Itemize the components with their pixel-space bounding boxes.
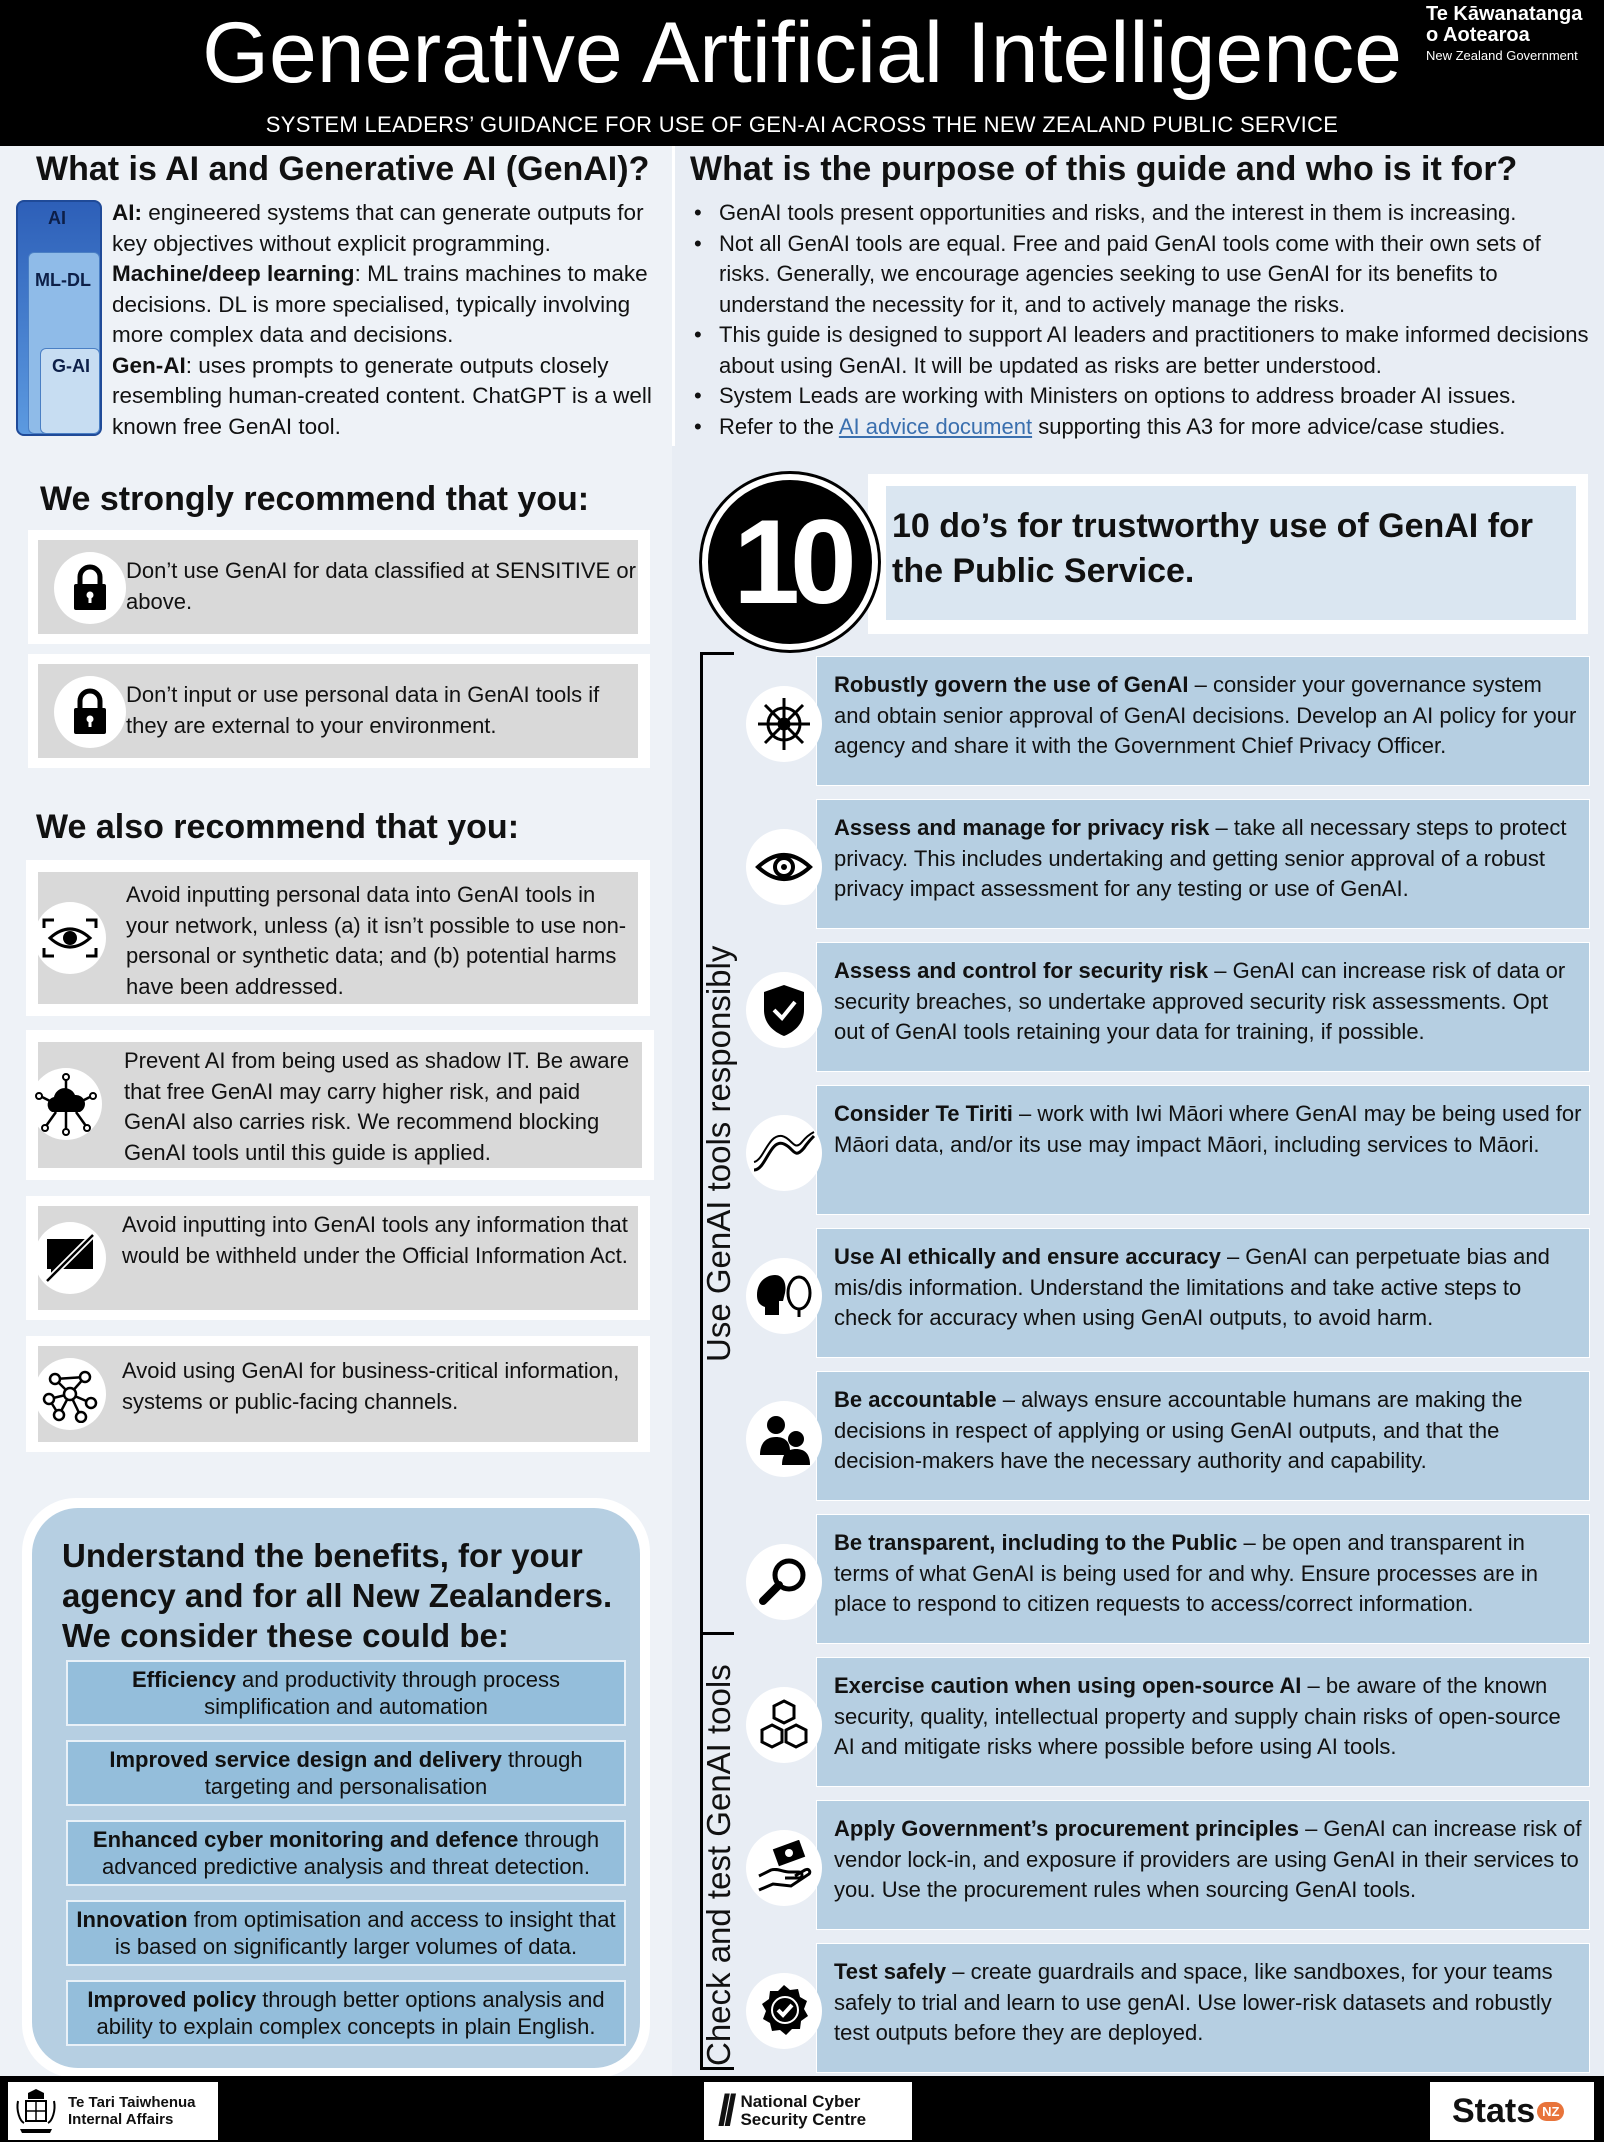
benefit-item: Enhanced cyber monitoring and defence through advanced predictive analysis and threat detection. <box>66 1820 626 1886</box>
strong-rec-text: Don’t input or use personal data in GenAI tools if they are external to your environment. <box>126 682 600 738</box>
ml-definition: Machine/deep learning: ML trains machines to make decisions. DL is more specialised, typically involving more complex data and decisions. <box>112 261 648 347</box>
stats-nz-logo <box>1430 2082 1594 2140</box>
purpose-heading: What is the purpose of this guide and who is it for? <box>690 150 1518 188</box>
do-item-text: Apply Government’s procurement principles – GenAI can increase risk of vendor lock-in, and exposure if providers are using GenAI in their services to you. Use the procurement rules when sourcing GenAI tools. <box>834 1816 1582 1902</box>
ship-wheel-icon <box>746 686 822 762</box>
do-item-text: Be accountable – always ensure accountable humans are making the decisions in respect of applying or using GenAI outputs, and that the decision-makers have the necessary authority and capability. <box>834 1387 1523 1473</box>
network-nodes-icon <box>34 1358 106 1430</box>
genai-definition: Gen-AI: uses prompts to generate outputs closely resembling human-created content. ChatGPT is a well known free GenAI tool. <box>112 352 652 439</box>
also-rec-card <box>26 1196 650 1320</box>
do-item-text: Consider Te Tiriti – work with Iwi Māori where GenAI may be being used for Māori data, and/or its use may impact Māori, including services to Māori. <box>834 1101 1582 1157</box>
page-footer <box>0 2076 1604 2142</box>
ncsc-slash-icon: // <box>718 2086 731 2135</box>
benefit-item: Improved policy through better options analysis and ability to explain complex concepts in plain English. <box>66 1980 626 2046</box>
ai-label: AI <box>48 208 66 228</box>
nz-badge: NZ <box>1537 2102 1564 2121</box>
eye-scan-icon <box>34 902 106 974</box>
purpose-bullet: • System Leads are working with Ministers on options to address broader AI issues. <box>692 381 1590 412</box>
badge-check-icon <box>746 1973 822 2049</box>
also-rec-text: Avoid inputting personal data into GenAI tools in your network, unless (a) it isn’t possible to use non-personal or synthetic data; and (b) potential harms have been addressed. <box>126 882 627 999</box>
ncsc-logo <box>704 2082 912 2140</box>
side-label-check-test: Check and test GenAI tools <box>700 1664 737 2066</box>
do-item-text: Assess and manage for privacy risk – take all necessary steps to protect privacy. This includes undertaking and getting senior approval of a robust privacy impact assessment for any testing or use of GenAI. <box>834 815 1567 901</box>
govt-logo-english: New Zealand Government <box>1426 48 1578 63</box>
do-item-text: Use AI ethically and ensure accuracy – GenAI can perpetuate bias and mis/dis information. Understand the limitations and take active steps to check for accuracy when using GenAI outputs, to avoid harm. <box>834 1244 1550 1330</box>
column-divider <box>672 146 675 446</box>
g-ai-label: G-AI <box>52 356 90 376</box>
do-item-text: Be transparent, including to the Public – be open and transparent in terms of what GenAI is being used for and why. Ensure processes are in place to respond to citizen requests to access/correct information. <box>834 1530 1538 1616</box>
shield-check-icon <box>746 972 822 1048</box>
page-subtitle: SYSTEM LEADERS’ GUIDANCE FOR USE OF GEN-AI ACROSS THE NEW ZEALAND PUBLIC SERVICE <box>265 112 1339 137</box>
benefits-panel <box>22 1498 650 2078</box>
do-item-text: Test safely – create guardrails and space, like sandboxes, for your teams safely to trial and learn to use genAI. Use lower-risk datasets and robustly test outputs before they are deployed. <box>834 1959 1553 2045</box>
purpose-list <box>692 198 1590 442</box>
dia-name-maori: Te Tari Taiwhenua <box>68 2094 196 2111</box>
strongly-recommend-heading: We strongly recommend that you: <box>40 480 590 518</box>
ten-dos-title: 10 do’s for trustworthy use of GenAI for the Public Service. <box>892 507 1534 590</box>
wave-icon <box>746 1115 822 1191</box>
page-header <box>0 0 1604 146</box>
ai-advice-document-link[interactable]: AI advice document <box>838 413 1033 439</box>
heads-icon <box>746 1258 822 1334</box>
also-rec-text: Avoid inputting into GenAI tools any information that would be withheld under the Official Information Act. <box>122 1212 628 1268</box>
strong-rec-text: Don’t use GenAI for data classified at SENSITIVE or above. <box>126 558 636 614</box>
stats-text: Stats <box>1452 2091 1536 2130</box>
purpose-bullet: • GenAI tools present opportunities and risks, and the interest in them is increasing. <box>692 198 1590 229</box>
ten-number-badge: 10 <box>702 474 878 650</box>
also-rec-card <box>26 1336 650 1452</box>
do-item-text: Assess and control for security risk – GenAI can increase risk of data or security breaches, so undertake approved security risk assessments. Opt out of GenAI tools retaining your data for training, if possible. <box>834 958 1566 1044</box>
cubes-icon <box>746 1687 822 1763</box>
eye-icon <box>746 829 822 905</box>
ncsc-line1: National Cyber <box>740 2092 861 2111</box>
ai-definitions <box>112 198 652 442</box>
purpose-bullet: • Refer to the AI advice document supporting this A3 for more advice/case studies. <box>692 412 1590 443</box>
magnifier-icon <box>746 1544 822 1620</box>
cloud-network-icon <box>30 1068 102 1140</box>
strong-rec-card <box>28 530 650 644</box>
what-is-ai-heading: What is AI and Generative AI (GenAI)? <box>36 150 650 188</box>
benefit-item: Improved service design and delivery through targeting and personalisation <box>66 1740 626 1806</box>
internal-affairs-logo <box>8 2082 218 2140</box>
people-icon <box>746 1401 822 1477</box>
ml-dl-label: ML-DL <box>35 270 91 290</box>
also-rec-text: Prevent AI from being used as shadow IT. Be aware that free GenAI may carry higher risk, and paid GenAI also carries risk. We recommend blocking GenAI tools until this guide is applied. <box>124 1048 630 1165</box>
ncsc-line2: Security Centre <box>740 2110 867 2129</box>
do-item-text: Exercise caution when using open-source AI – be aware of the known security, quality, intellectual property and supply chain risks of open-source AI and mitigate risks where possible before using AI tools. <box>834 1673 1561 1759</box>
benefit-item: Innovation from optimisation and access to insight that is based on significantly larger volumes of data. <box>66 1900 626 1966</box>
purpose-bullet: • This guide is designed to support AI leaders and practitioners to make informed decisions about using GenAI. It will be updated as risks are better understood. <box>692 320 1590 381</box>
also-rec-card <box>26 1030 654 1180</box>
ten-dos-title-box <box>868 474 1588 634</box>
govt-logo-name: Te Kāwanatanga o Aotearoa <box>1426 3 1583 46</box>
nz-crest-icon <box>14 2087 58 2135</box>
dia-name-english: Internal Affairs <box>68 2111 174 2128</box>
benefit-item: Efficiency and productivity through process simplification and automation <box>66 1660 626 1726</box>
ai-nested-diagram <box>16 200 102 436</box>
also-rec-card <box>26 860 650 1016</box>
lock-icon <box>54 676 126 748</box>
strong-rec-card <box>28 654 650 768</box>
lock-icon <box>54 552 126 624</box>
do-item-text: Robustly govern the use of GenAI – consider your governance system and obtain senior approval of GenAI decisions. Develop an AI policy for your agency and share it with the Government Chief Privacy Officer. <box>834 672 1577 758</box>
ai-definition: AI: engineered systems that can generate outputs for key objectives without explicit programming. <box>112 200 644 256</box>
purpose-bullet: • Not all GenAI tools are equal. Free and paid GenAI tools come with their own sets of risks. Generally, we encourage agencies seeking to use GenAI for its benefits to understand the necessity for it, and to actively manage the risks. <box>692 229 1590 321</box>
also-recommend-heading: We also recommend that you: <box>36 808 520 846</box>
also-rec-text: Avoid using GenAI for business-critical information, systems or public-facing channels. <box>122 1358 620 1414</box>
hand-money-icon <box>746 1830 822 1906</box>
nz-government-logo <box>1426 4 1596 63</box>
benefits-heading: Understand the benefits, for your agency and for all New Zealanders. We consider these could be: <box>62 1537 613 1654</box>
side-label-use-responsibly: Use GenAI tools responsibly <box>700 945 737 1362</box>
page-title: Generative Artificial Intelligence <box>202 5 1402 101</box>
no-speech-icon <box>34 1222 106 1294</box>
